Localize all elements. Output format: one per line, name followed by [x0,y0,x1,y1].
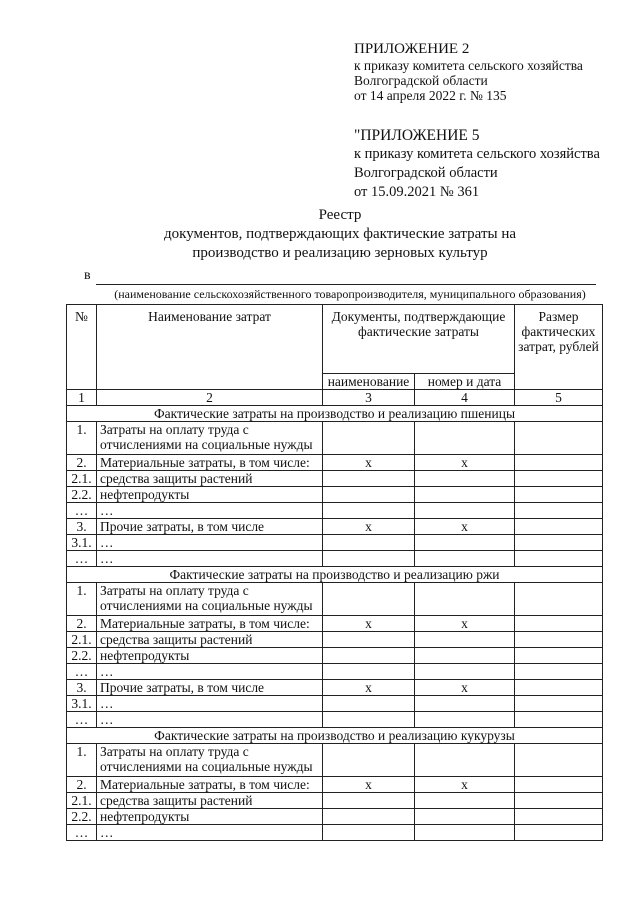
row-amount [515,519,603,535]
row-number: 1. [67,744,97,777]
table-header [67,305,603,406]
row-doc-name [323,551,415,567]
table-row [67,503,603,519]
row-cost-name: … [97,551,323,567]
row-number: 3. [67,519,97,535]
row-number: … [67,664,97,680]
row-amount [515,712,603,728]
row-cost-name: нефтепродукты [97,487,323,503]
column-index: 3 [323,390,415,406]
row-doc-name: x [323,777,415,793]
row-amount [515,455,603,471]
row-doc-name [323,696,415,712]
table-row [67,680,603,696]
row-amount [515,777,603,793]
row-amount [515,535,603,551]
table-row [67,422,603,455]
column-index: 2 [97,390,323,406]
appendix-5-header [354,127,600,202]
row-doc-name [323,503,415,519]
row-doc-number [415,632,515,648]
row-doc-name [323,487,415,503]
row-cost-name: нефтепродукты [97,809,323,825]
row-doc-number: x [415,680,515,696]
row-number: 2.2. [67,487,97,503]
row-doc-number: x [415,519,515,535]
row-doc-name: x [323,616,415,632]
section-title: Фактические затраты на производство и реализацию кукурузы [67,728,603,744]
header-documents: Документы, подтверждающие фактические затраты [323,305,515,374]
row-number: 1. [67,583,97,616]
table-row [67,793,603,809]
document-title-line: Реестр [318,207,362,223]
table-row [67,487,603,503]
table-row [67,551,603,567]
row-number: 1. [67,422,97,455]
row-number: … [67,551,97,567]
row-doc-number [415,696,515,712]
table-row [67,825,603,841]
section-title: Фактические затраты на производство и реализацию пшеницы [67,406,603,422]
row-doc-number [415,712,515,728]
row-amount [515,664,603,680]
row-cost-name: Затраты на оплату труда с отчислениями на социальные нужды [97,583,323,616]
row-cost-name: Материальные затраты, в том числе: [97,455,323,471]
column-index: 1 [67,390,97,406]
section-header-row [67,406,603,422]
row-cost-name: Материальные затраты, в том числе: [97,777,323,793]
row-number: 2. [67,777,97,793]
section-header-row [67,728,603,744]
row-cost-name: … [97,825,323,841]
row-cost-name: Прочие затраты, в том числе [97,519,323,535]
header-amount: Размер фактических затрат, рублей [515,305,603,390]
header-doc-name: наименование [323,373,415,389]
row-doc-name [323,712,415,728]
row-amount [515,487,603,503]
row-amount [515,551,603,567]
row-doc-name [323,422,415,455]
section-title: Фактические затраты на производство и реализацию ржи [67,567,603,583]
document-title [90,206,590,263]
row-doc-number [415,422,515,455]
table-row [67,712,603,728]
row-amount [515,422,603,455]
producer-fill-line [96,284,596,285]
row-amount [515,471,603,487]
table-body [67,406,603,841]
row-number: 3.1. [67,535,97,551]
row-amount [515,648,603,664]
table-row [67,744,603,777]
row-amount [515,809,603,825]
row-doc-name [323,583,415,616]
row-cost-name: … [97,664,323,680]
appendix-5-line: Волгоградской области [354,165,498,181]
row-amount [515,793,603,809]
table-row [67,696,603,712]
row-doc-number [415,503,515,519]
table-row [67,777,603,793]
document-title-line: производство и реализацию зерновых культур [192,245,488,261]
row-amount [515,632,603,648]
row-doc-number [415,793,515,809]
header-doc-number: номер и дата [415,373,515,389]
table-row [67,535,603,551]
row-cost-name: Затраты на оплату труда с отчислениями на социальные нужды [97,744,323,777]
row-doc-name [323,664,415,680]
row-doc-name [323,809,415,825]
costs-register-table [66,304,603,841]
table-row [67,583,603,616]
row-doc-name: x [323,455,415,471]
row-amount [515,696,603,712]
row-cost-name: … [97,535,323,551]
table-row [67,455,603,471]
table-row [67,664,603,680]
row-doc-number [415,825,515,841]
row-number: … [67,712,97,728]
table-row [67,471,603,487]
row-cost-name: … [97,712,323,728]
row-amount [515,744,603,777]
row-doc-number [415,535,515,551]
row-amount [515,503,603,519]
producer-caption: (наименование сельскохозяйственного товаропроизводителя, муниципального образования) [114,287,586,301]
appendix-2-line: к приказу комитета сельского хозяйства [354,58,583,73]
header-num: № [67,305,97,390]
column-index: 4 [415,390,515,406]
appendix-5-line: к приказу комитета сельского хозяйства [354,146,600,162]
table-row [67,519,603,535]
row-doc-number [415,487,515,503]
row-number: 2.1. [67,632,97,648]
row-doc-name [323,648,415,664]
appendix-2-header [354,40,583,103]
row-cost-name: Материальные затраты, в том числе: [97,616,323,632]
row-amount [515,680,603,696]
row-doc-name [323,744,415,777]
row-cost-name: Затраты на оплату труда с отчислениями на социальные нужды [97,422,323,455]
row-doc-number: x [415,777,515,793]
table-row [67,616,603,632]
row-doc-number [415,744,515,777]
row-amount [515,583,603,616]
row-doc-name [323,471,415,487]
row-number: 2.2. [67,648,97,664]
row-number: 2.1. [67,471,97,487]
column-index: 5 [515,390,603,406]
appendix-2-title: ПРИЛОЖЕНИЕ 2 [354,41,470,57]
row-cost-name: средства защиты растений [97,471,323,487]
row-amount [515,616,603,632]
row-amount [515,825,603,841]
row-number: 3.1. [67,696,97,712]
row-doc-name [323,632,415,648]
column-index-row [67,390,603,406]
row-doc-number [415,551,515,567]
table-row [67,632,603,648]
row-doc-number [415,809,515,825]
row-cost-name: нефтепродукты [97,648,323,664]
appendix-5-line: от 15.09.2021 № 361 [354,184,480,200]
document-title-line: документов, подтверждающих фактические затраты на [163,226,517,242]
row-doc-number [415,648,515,664]
row-number: … [67,503,97,519]
row-cost-name: средства защиты растений [97,793,323,809]
row-number: 2. [67,455,97,471]
appendix-2-line: Волгоградской области [354,73,488,88]
row-doc-name: x [323,680,415,696]
row-number: … [67,825,97,841]
header-name: Наименование затрат [97,305,323,390]
row-doc-name [323,825,415,841]
row-number: 2.2. [67,809,97,825]
row-doc-number [415,583,515,616]
section-header-row [67,567,603,583]
row-doc-name [323,793,415,809]
table-row [67,648,603,664]
row-number: 2.1. [67,793,97,809]
appendix-5-title: "ПРИЛОЖЕНИЕ 5 [354,127,480,144]
row-cost-name: средства защиты растений [97,632,323,648]
row-number: 3. [67,680,97,696]
row-doc-name: x [323,519,415,535]
appendix-2-line: от 14 апреля 2022 г. № 135 [354,88,507,103]
row-doc-number: x [415,455,515,471]
producer-prefix: в [84,268,91,283]
row-cost-name: Прочие затраты, в том числе [97,680,323,696]
row-doc-number: x [415,616,515,632]
row-number: 2. [67,616,97,632]
row-cost-name: … [97,696,323,712]
row-doc-name [323,535,415,551]
row-doc-number [415,471,515,487]
table-row [67,809,603,825]
row-doc-number [415,664,515,680]
row-cost-name: … [97,503,323,519]
